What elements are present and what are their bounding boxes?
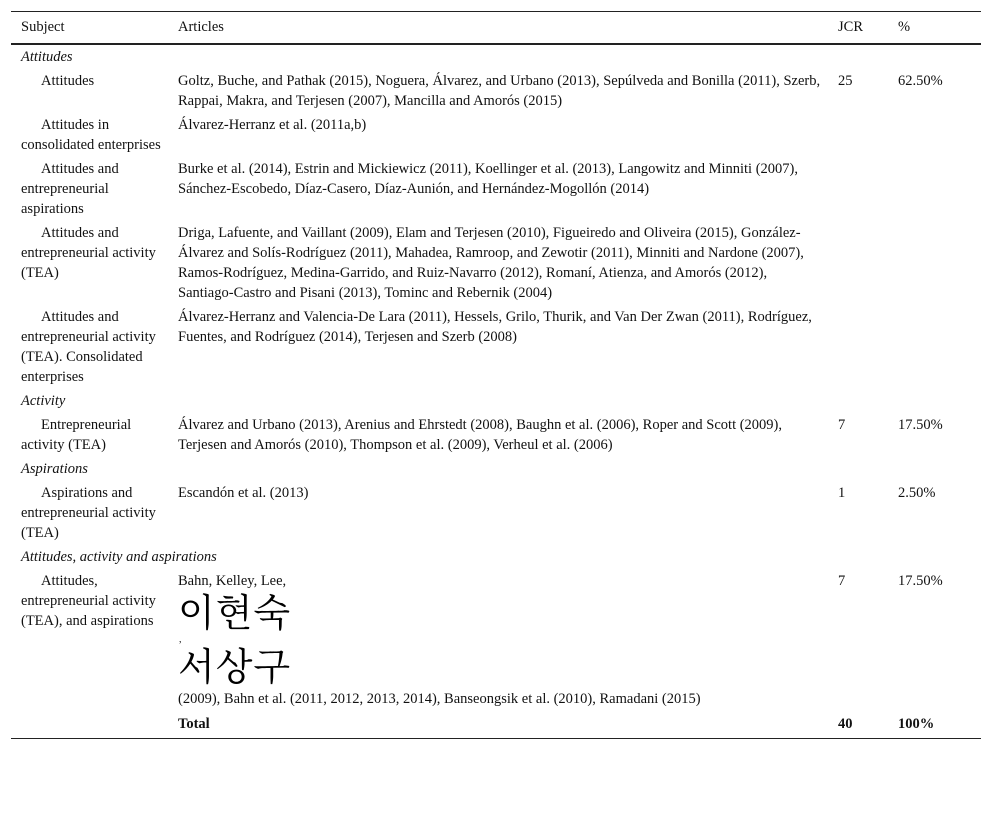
header-percent: % [898,19,911,35]
row-subject: Attitudes in consolidated enterprises [21,117,161,153]
row-articles: Álvarez and Urbano (2013), Arenius and Ehrstedt (2008), Baughn et al. (2006), Roper and Scott (2009), Terjesen and Amorós (2010), Thompson et al. (2009), Verheul et al. (2006) [178,417,783,453]
row-jcr [828,113,888,157]
row-articles: Driga, Lafuente, and Vaillant (2009), Elam and Terjesen (2010), Figueiredo and Oliveira (2015), González-Álvarez and Solís-Rodríguez (2011), Mahadea, Ramroop, and Zewotir (2011), Minniti and Nardone (2007), Ramos-Rodríguez, Medina-Garrido, and Ruiz-Navarro (2012), Romaní, Atienza, and Amorós (2012), Santiago-Castro and Pisani (2013), Tominc and Rebernik (2004) [178,225,804,301]
group-row-combined [11,545,981,569]
row-percent [888,221,981,305]
row-percent: 62.50% [898,73,943,89]
articles-post: (2009), Bahn et al. (2011, 2012, 2013, 2014), Banseongsik et al. (2010), Ramadani (2015) [178,691,701,707]
table-row [11,305,981,389]
row-percent: 2.50% [898,485,936,501]
row-jcr: 7 [838,573,846,589]
row-articles [168,569,828,711]
row-percent [888,305,981,389]
literature-table [11,11,981,739]
row-articles: Álvarez-Herranz and Valencia-De Lara (2011), Hessels, Grilo, Thurik, and Van Der Zwan (2011), Rodríguez, Fuentes, and Rodríguez (2014), Terjesen and Szerb (2008) [178,309,812,345]
header-jcr: JCR [838,19,863,35]
row-jcr: 1 [838,485,846,501]
row-percent [888,157,981,221]
table-row [11,481,981,545]
row-percent: 17.50% [898,417,943,433]
row-subject: Attitudes and entrepreneurial activity (TEA). Consolidated enterprises [21,309,156,385]
row-subject: Aspirations and entrepreneurial activity (TEA) [21,485,156,541]
row-jcr [828,157,888,221]
articles-pre: Bahn, Kelley, Lee, [178,573,287,589]
group-row-activity [11,389,981,413]
row-jcr: 7 [838,417,846,433]
row-subject: Entrepreneurial activity (TEA) [21,417,132,453]
total-row [11,711,981,739]
table-row [11,413,981,457]
row-subject: Attitudes, entrepreneurial activity (TEA), and aspirations [21,573,156,629]
group-label: Aspirations [21,461,88,477]
row-percent [888,113,981,157]
table-row [11,221,981,305]
korean-author-name-2: 서상구 [178,645,292,689]
row-subject: Attitudes and entrepreneurial activity (TEA) [21,225,156,281]
name-separator: , [179,634,182,645]
table-row [11,69,981,113]
row-subject: Attitudes [41,73,95,89]
group-row-aspirations [11,457,981,481]
row-articles: Álvarez-Herranz et al. (2011a,b) [178,117,367,133]
total-spacer [11,711,168,739]
korean-author-name-1: 이현숙 [178,591,292,635]
group-label: Attitudes [21,49,73,65]
row-articles: Goltz, Buche, and Pathak (2015), Noguera, Álvarez, and Urbano (2013), Sepúlveda and Bonilla (2011), Szerb, Rappai, Makra, and Terjesen (2007), Mancilla and Amorós (2015) [178,73,821,109]
row-percent: 17.50% [898,573,943,589]
group-label: Attitudes, activity and aspirations [21,549,217,565]
row-jcr: 25 [838,73,853,89]
row-articles: Burke et al. (2014), Estrin and Mickiewicz (2011), Koellinger et al. (2013), Langowitz and Minniti (2007), Sánchez-Escobedo, Díaz-Casero, Díaz-Aunión, and Hernández-Mogollón (2014) [178,161,798,197]
row-articles: Escandón et al. (2013) [178,485,309,501]
group-row-attitudes [11,44,981,69]
table-row [11,113,981,157]
header-subject: Subject [21,19,65,35]
total-jcr: 40 [838,716,853,732]
row-subject: Attitudes and entrepreneurial aspirations [21,161,119,217]
table-row [11,569,981,711]
header-row [11,12,981,45]
row-jcr [828,221,888,305]
table-row [11,157,981,221]
total-percent: 100% [898,716,935,732]
group-label: Activity [21,393,66,409]
total-label: Total [178,716,210,732]
header-articles: Articles [178,19,224,35]
row-jcr [828,305,888,389]
